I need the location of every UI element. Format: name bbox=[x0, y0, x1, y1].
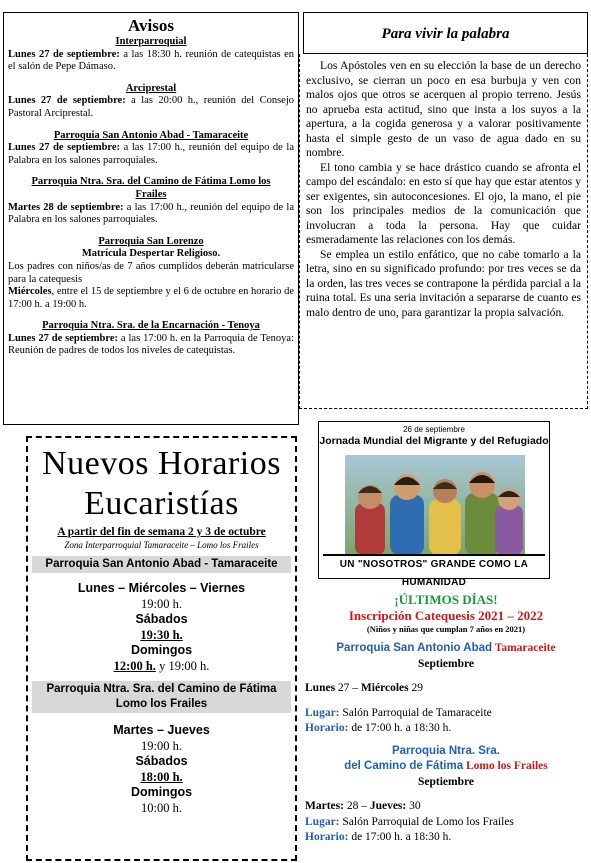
catequesis-days bbox=[305, 681, 587, 697]
aviso-text bbox=[8, 95, 294, 120]
aviso-item bbox=[8, 320, 294, 358]
parish-header: Parroquia San Antonio Abad - Tamaraceite bbox=[32, 556, 291, 573]
horarios-zone: Zona Interparroquial Tamaraceite – Lomo los Frailes bbox=[64, 540, 259, 550]
aviso-title: Parroquia San Lorenzo bbox=[98, 235, 204, 247]
parish-schedule bbox=[32, 581, 291, 674]
schedule-day: Sábados bbox=[135, 612, 188, 626]
aviso-body: a las 18:30 h. reunión de catequistas en el salón de Pepe Dámaso. bbox=[8, 48, 295, 73]
day-num: 28 – bbox=[343, 800, 370, 812]
aviso-date: Lunes 27 de septiembre: bbox=[8, 48, 120, 60]
aviso-text: Los padres con niños/as de 7 años cumplidos deberán matricularse para la catequesis bbox=[8, 260, 294, 285]
schedule-time: 19:30 h. bbox=[140, 627, 183, 642]
horario-value: de 17:00 h. a 18:30 h. bbox=[348, 831, 452, 843]
aviso-text bbox=[8, 286, 294, 311]
parish-header-line2: Lomo los Frailes bbox=[115, 698, 208, 710]
aviso-date: Lunes 27 de septiembre: bbox=[8, 332, 119, 344]
vivir-paragraph: El tono cambia y se hace drástico cuando se afronta el campo del escándalo: en esto sí que hay que estar atentos y ser exigentes, sin autoconcesiones. El ojo, la mano, el pie son los principales medios de la comunicación que involucran a toda la persona. Hay que cuidar esmeradamente las relaciones con los demás. bbox=[306, 160, 581, 246]
aviso-body: , entre el 15 de septiembre y el 6 de octubre en horario de 17:00 h. a 19:00 h. bbox=[8, 286, 294, 310]
aviso-text bbox=[8, 142, 294, 167]
parish-name: del Camino de Fátima bbox=[344, 760, 464, 772]
aviso-item bbox=[8, 176, 294, 226]
parish-name: Parroquia Ntra. Sra. bbox=[391, 744, 500, 757]
poster-date: 26 de septiembre bbox=[403, 425, 465, 434]
aviso-date: Martes 28 de septiembre: bbox=[8, 201, 124, 213]
vivir-body bbox=[299, 54, 588, 409]
aviso-title: Interparroquial bbox=[115, 36, 187, 47]
lugar-value: Salón Parroquial de Tamaraceite bbox=[339, 706, 492, 719]
schedule-day: Lunes – Miércoles – Viernes bbox=[77, 581, 246, 595]
horarios-title-line2: Eucaristías bbox=[84, 485, 239, 522]
horario-label: Horario: bbox=[305, 831, 349, 843]
horarios-title bbox=[32, 444, 291, 524]
avisos-title: Avisos bbox=[128, 16, 174, 35]
poster-slogan: UN "NOSOTROS" GRANDE COMO LA HUMANIDAD bbox=[323, 554, 545, 574]
aviso-item bbox=[8, 36, 294, 74]
day-num: 30 bbox=[406, 800, 421, 812]
horario-value: de 17:00 h. a 18:30 h. bbox=[348, 722, 452, 734]
catequesis-horario bbox=[305, 721, 587, 737]
aviso-title: Arciprestal bbox=[125, 82, 177, 94]
catequesis-days bbox=[305, 799, 587, 815]
day-num: 29 bbox=[408, 682, 423, 694]
schedule-time: 10:00 h. bbox=[141, 800, 182, 815]
horarios-subtitle: A partir del fin de semana 2 y 3 de octubre bbox=[57, 526, 266, 538]
schedule-time: 18:00 h. bbox=[140, 769, 183, 784]
horarios-box bbox=[26, 436, 297, 861]
schedule-time: 19:00 h. bbox=[141, 596, 182, 611]
vivir-paragraph: Se emplea un estilo enfático, que no cabe tomarlo a la letra, sino en su significado profundo: por tres veces se da la orden, las tres veces se contrapone la pérdida parcial a la ruina total. Es una seria invitación a separarse de cuanto es malo dentro de uno, para garantizar la propia salvación. bbox=[306, 247, 581, 319]
catequesis-horario bbox=[305, 830, 587, 846]
aviso-title: Parroquia Ntra. Sra. de la Encarnación - Tenoya bbox=[42, 320, 260, 332]
aviso-title: Parroquia Ntra. Sra. del Camino de Fátima Lomo los Frailes bbox=[31, 176, 271, 200]
aviso-body: a las 17:00 h., reunión del equipo de la Palabra en los salones parroquiales. bbox=[8, 142, 294, 166]
aviso-date: Lunes 27 de septiembre: bbox=[8, 142, 121, 154]
day-label: Lunes bbox=[305, 682, 336, 694]
day-label: Jueves: bbox=[369, 800, 407, 812]
aviso-text bbox=[8, 49, 294, 74]
migrant-poster bbox=[318, 421, 550, 588]
parish-name: Parroquia San Antonio Abad bbox=[336, 642, 493, 654]
parish-header bbox=[32, 681, 291, 713]
aviso-date: Miércoles bbox=[8, 286, 52, 298]
schedule-time: 19:00 h. bbox=[141, 738, 182, 753]
catequesis-lugar bbox=[305, 706, 587, 722]
vivir-paragraph: Los Apóstoles ven en su elección la base de un derecho exclusivo, se cierran un poco en esa burbuja y ven con malos ojos que otros se acerquen al propio terreno. Jesús no aprueba esta actitud, sino que insta a los suyos a la apertura, a la cogida generosa y a valorar positivamente hasta el simple gesto de un vaso de agua dado en su nombre. bbox=[306, 59, 581, 159]
catequesis-parish-1 bbox=[305, 641, 587, 657]
aviso-item bbox=[8, 130, 294, 168]
lugar-label: Lugar: bbox=[305, 815, 340, 828]
aviso-title: Parroquia San Antonio Abad - Tamaraceite bbox=[53, 129, 249, 141]
horario-label: Horario: bbox=[305, 722, 349, 734]
catequesis-note: (Niños y niñas que cumplan 7 años en 2021) bbox=[366, 624, 526, 634]
vivir-header bbox=[303, 12, 588, 54]
catequesis-lugar bbox=[305, 815, 587, 831]
aviso-body: a las 17:00 h. en la Parroquia de Tenoya: Reunión de padres de todos los niveles de catequistas. bbox=[8, 332, 294, 357]
vivir-title: Para vivir la palabra bbox=[381, 26, 510, 42]
day-label: Miércoles bbox=[360, 682, 409, 694]
aviso-text bbox=[8, 333, 294, 358]
horarios-title-line1: Nuevos Horarios bbox=[42, 445, 281, 482]
catequesis-headline: ¡ÚLTIMOS DÍAS! bbox=[394, 592, 498, 607]
schedule-day: Domingos bbox=[130, 785, 193, 799]
aviso-subtitle: Matrícula Despertar Religioso. bbox=[81, 248, 221, 260]
catequesis-parish-2 bbox=[305, 744, 587, 775]
aviso-text bbox=[8, 202, 294, 227]
aviso-item bbox=[8, 236, 294, 312]
schedule-day: Domingos bbox=[130, 643, 193, 657]
parish-schedule bbox=[32, 723, 291, 816]
aviso-item bbox=[8, 83, 294, 121]
schedule-time-a: 12:00 h. bbox=[113, 658, 156, 673]
avisos-box bbox=[3, 12, 299, 425]
aviso-body: a las 17:00 h., reunión del equipo de la Palabra en los salones parroquiales. bbox=[8, 201, 294, 226]
aviso-date: Lunes 27 de septiembre: bbox=[8, 95, 126, 107]
poster-title: Jornada Mundial del Migrante y del Refugiado bbox=[319, 435, 549, 447]
schedule-day: Martes – Jueves bbox=[113, 723, 210, 737]
catequesis-month: Septiembre bbox=[417, 775, 474, 788]
catequesis-month: Septiembre bbox=[417, 657, 474, 670]
day-label: Martes: bbox=[305, 800, 344, 812]
children-photo bbox=[345, 455, 525, 555]
parish-place: Tamaraceite bbox=[492, 642, 556, 654]
aviso-body: a las 20:00 h., reunión del Consejo Pastoral Arciprestal. bbox=[8, 95, 295, 119]
schedule-time bbox=[32, 659, 291, 675]
parish-header-line1: Parroquia Ntra. Sra. del Camino de Fátima bbox=[46, 683, 277, 695]
parish-place: Lomo los Frailes bbox=[463, 760, 548, 772]
catequesis-title: Inscripción Catequesis 2021 – 2022 bbox=[348, 608, 544, 623]
schedule-time-b: y 19:00 h. bbox=[155, 658, 210, 673]
lugar-value: Salón Parroquial de Lomo los Frailes bbox=[339, 815, 514, 828]
schedule-day: Sábados bbox=[135, 754, 188, 768]
lugar-label: Lugar: bbox=[305, 706, 340, 719]
day-num: 27 – bbox=[335, 682, 361, 694]
catequesis-section bbox=[305, 592, 587, 860]
